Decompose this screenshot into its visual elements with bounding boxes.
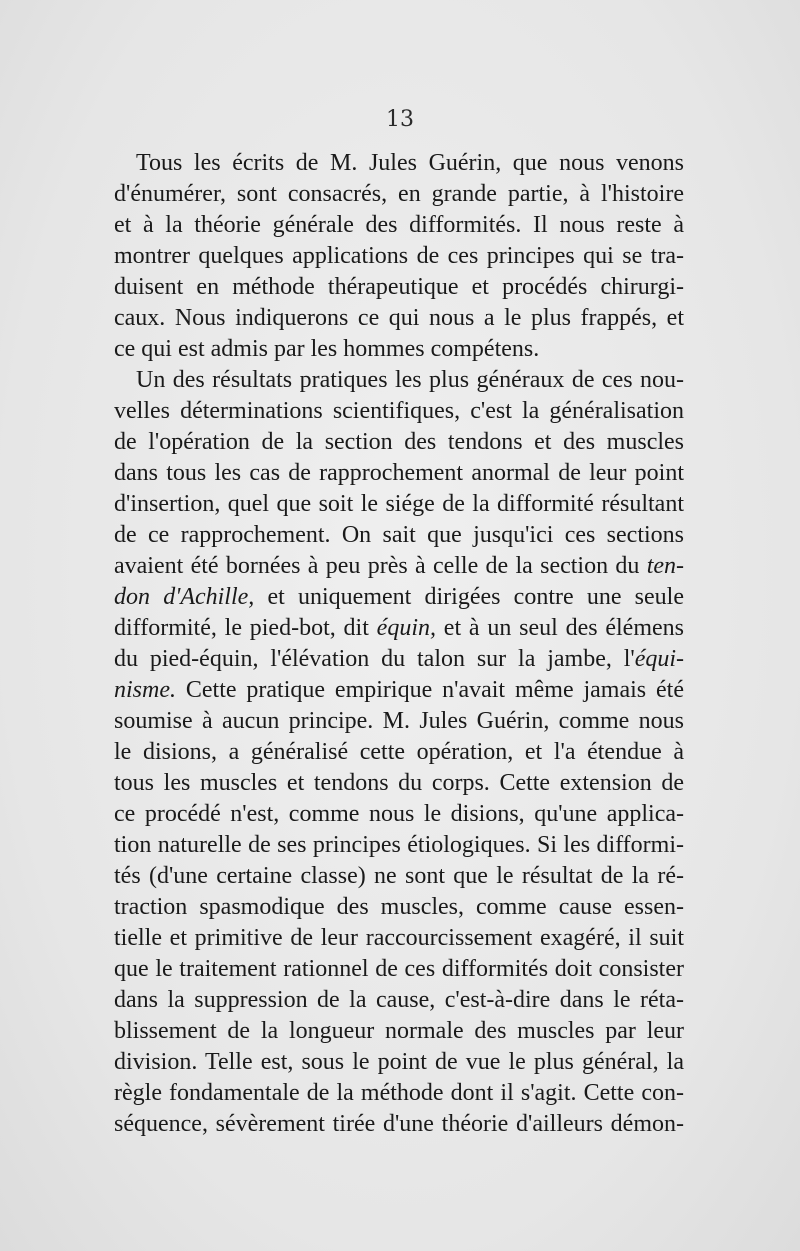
text-line bbox=[114, 582, 684, 613]
italic-text: nisme. bbox=[114, 677, 176, 703]
text-line bbox=[114, 272, 684, 303]
line-text: soumise à aucun principe. M. Jules Guérin, comme nous bbox=[114, 708, 684, 734]
text-line bbox=[114, 365, 684, 396]
italic-text: équin, bbox=[376, 615, 436, 641]
line-text: tous les muscles et tendons du corps. Cette extension de bbox=[114, 770, 684, 796]
line-text: Tous les écrits de M. Jules Guérin, que nous venons bbox=[136, 150, 684, 176]
text-line bbox=[114, 706, 684, 737]
line-text: de l'opération de la section des tendons et des muscles bbox=[114, 429, 684, 455]
line-text: caux. Nous indiquerons ce qui nous a le plus frappés, et bbox=[114, 305, 684, 331]
text-line bbox=[114, 148, 684, 179]
italic-text: don d'Achille, bbox=[114, 584, 255, 610]
text-line bbox=[114, 954, 684, 985]
line-text: le disions, a généralisé cette opération, et l'a étendue à bbox=[114, 739, 684, 765]
line-text: de ce rapprochement. On sait que jusqu'ici ces sections bbox=[114, 522, 684, 548]
line-text: ce procédé n'est, comme nous le disions, qu'une applica- bbox=[114, 801, 684, 827]
line-text: ce qui est admis par les hommes compétens. bbox=[114, 336, 540, 362]
line-text: et uniquement dirigées contre une seule bbox=[254, 584, 684, 610]
line-text: et à un seul des élémens bbox=[436, 615, 684, 641]
line-text: règle fondamentale de la méthode dont il s'agit. Cette con- bbox=[114, 1080, 684, 1106]
line-text: d'énumérer, sont consacrés, en grande partie, à l'histoire bbox=[114, 181, 684, 207]
line-text: duisent en méthode thérapeutique et procédés chirurgi- bbox=[114, 274, 684, 300]
body-text bbox=[114, 148, 684, 1140]
text-line bbox=[114, 1109, 684, 1140]
text-line bbox=[114, 458, 684, 489]
line-text: du pied-équin, l'élévation du talon sur la jambe, l' bbox=[114, 646, 635, 672]
line-text: tés (d'une certaine classe) ne sont que le résultat de la ré- bbox=[114, 863, 684, 889]
text-line bbox=[114, 1016, 684, 1047]
text-line bbox=[114, 768, 684, 799]
line-text: division. Telle est, sous le point de vue le plus général, la bbox=[114, 1049, 684, 1075]
line-text: traction spasmodique des muscles, comme cause essen- bbox=[114, 894, 684, 920]
line-text: d'insertion, quel que soit le siége de la difformité résultant bbox=[114, 491, 684, 517]
text-line bbox=[114, 985, 684, 1016]
text-line bbox=[114, 830, 684, 861]
text-line bbox=[114, 303, 684, 334]
line-text: que le traitement rationnel de ces difformités doit consister bbox=[114, 956, 684, 982]
italic-text: équi- bbox=[634, 646, 684, 672]
line-text: Un des résultats pratiques les plus généraux de ces nou- bbox=[136, 367, 684, 393]
line-text: et à la théorie générale des difformités. Il nous reste à bbox=[114, 212, 684, 238]
line-text: avaient été bornées à peu près à celle de la section du bbox=[114, 553, 647, 579]
line-text: difformité, le pied-bot, dit bbox=[114, 615, 377, 641]
italic-text: ten- bbox=[646, 553, 684, 579]
text-line bbox=[114, 520, 684, 551]
text-line bbox=[114, 396, 684, 427]
text-line bbox=[114, 613, 684, 644]
text-line bbox=[114, 334, 684, 365]
text-line bbox=[114, 1047, 684, 1078]
text-line bbox=[114, 737, 684, 768]
line-text: séquence, sévèrement tirée d'une théorie d'ailleurs démon- bbox=[114, 1111, 684, 1137]
line-text: Cette pratique empirique n'avait même jamais été bbox=[176, 677, 684, 703]
line-text: tion naturelle de ses principes étiologiques. Si les difformi- bbox=[114, 832, 684, 858]
text-line bbox=[114, 241, 684, 272]
line-text: dans la suppression de la cause, c'est-à-dire dans le réta- bbox=[114, 987, 684, 1013]
text-line bbox=[114, 675, 684, 706]
text-line bbox=[114, 923, 684, 954]
line-text: velles déterminations scientifiques, c'est la généralisation bbox=[114, 398, 684, 424]
text-line bbox=[114, 210, 684, 241]
line-text: montrer quelques applications de ces principes qui se tra- bbox=[114, 243, 684, 269]
text-line bbox=[114, 427, 684, 458]
text-line bbox=[114, 892, 684, 923]
text-line bbox=[114, 1078, 684, 1109]
text-line bbox=[114, 551, 684, 582]
page-number: 13 bbox=[386, 107, 414, 132]
text-line bbox=[114, 799, 684, 830]
line-text: blissement de la longueur normale des muscles par leur bbox=[114, 1018, 684, 1044]
text-line bbox=[114, 179, 684, 210]
text-line bbox=[114, 489, 684, 520]
text-line bbox=[114, 644, 684, 675]
line-text: tielle et primitive de leur raccourcissement exagéré, il suit bbox=[114, 925, 684, 951]
line-text: dans tous les cas de rapprochement anormal de leur point bbox=[114, 460, 684, 486]
text-line bbox=[114, 861, 684, 892]
